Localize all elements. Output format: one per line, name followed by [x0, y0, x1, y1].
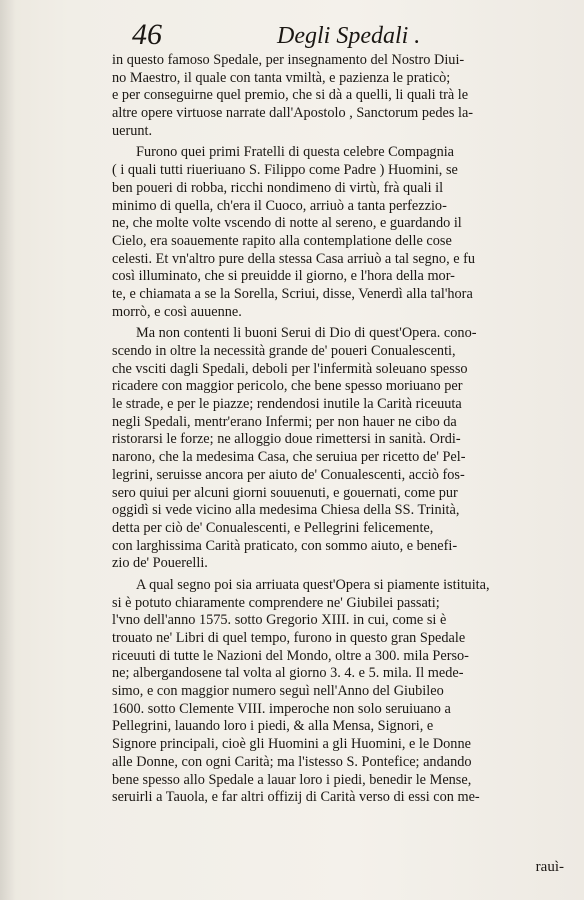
text-line: minimo di quella, ch'era il Cuoco, arriuò a tanta perfezzio- — [112, 197, 447, 214]
text-line: Cielo, era soauemente rapito alla contemplatione delle cose — [112, 232, 452, 249]
text-line: simo, e con maggior numero seguì nell'Anno del Giubileo — [112, 683, 444, 700]
text-line: che vsciti dagli Spedali, deboli per l'infermità soleuano spesso — [112, 360, 468, 377]
text-line: e per conseguirne quel premio, che si dà a quelli, li quali trà le — [112, 87, 469, 104]
body-text — [112, 52, 574, 807]
text-line: l'vno dell'anno 1575. sotto Gregorio XIII. in cui, come si è — [112, 612, 447, 629]
text-line: riceuuti di tutte le Nazioni del Mondo, oltre a 300. mila Perso- — [112, 647, 469, 664]
text-line: ristorarsi le forze; ne alloggio doue rimettersi in sanità. Ordi- — [112, 431, 461, 448]
text-line: le strade, e per le piazze; rendendosi inutile la Carità riceuuta — [112, 396, 462, 413]
text-line: altre opere virtuose narrate dall'Apostolo , Sanctorum pedes la- — [112, 105, 474, 122]
catchword: rauì- — [535, 859, 564, 875]
text-line: ben poueri di robba, ricchi nondimeno di virtù, frà quali il — [112, 179, 444, 196]
text-line: in questo famoso Spedale, per insegnamento del Nostro Diui- — [112, 52, 465, 68]
text-line: ricadere con maggior pericolo, che bene spesso moriuano per — [112, 378, 463, 395]
text-line: ( i quali tutti riueriuano S. Filippo come Padre ) Huomini, se — [112, 162, 458, 179]
text-line: sero quiui per alcuni giorni souuenuti, e gouernati, come pur — [112, 484, 458, 501]
text-line: Ma non contenti li buoni Serui di Dio di quest'Opera. cono- — [136, 325, 477, 342]
text-line: Pellegrini, lauando loro i piedi, & alla Mensa, Signori, e — [112, 718, 434, 735]
text-line: no Maestro, il quale con tanta vmiltà, e pazienza le praticò; — [112, 69, 451, 86]
text-line: 1600. sotto Clemente VIII. imperoche non solo seruiuano a — [112, 700, 451, 717]
text-line: così illuminato, che si preuidde il giorno, e l'hora della mor- — [112, 268, 455, 285]
page-header — [132, 18, 552, 56]
text-line: alle Donne, con ogni Carità; ma l'istesso S. Pontefice; andando — [112, 753, 472, 770]
text-line: con larghissima Carità praticato, con sommo aiuto, e benefi- — [112, 537, 458, 554]
text-line: trouato ne' Libri di quel tempo, furono in questo gran Spedale — [112, 630, 466, 646]
text-line: detta per ciò de' Conualescenti, e Pellegrini felicemente, — [112, 519, 434, 536]
text-line: si è potuto chiaramente comprendere ne' Giubilei passati; — [112, 594, 440, 611]
page-gutter-shadow — [0, 0, 16, 900]
text-line: legrini, seruisse ancora per aiuto de' Conualescenti, acciò fos- — [112, 466, 465, 483]
text-line: morrò, e così auuenne. — [112, 303, 242, 320]
text-line: ne, che molte volte vscendo di notte al sereno, e guardando il — [112, 215, 462, 232]
text-line: celesti. Et vn'altro pure della stessa Casa arriuò a tal segno, e fu — [112, 250, 476, 267]
text-line: narono, che la medesima Casa, che seruiua per ricetto de' Pel- — [112, 449, 466, 466]
text-line: ne; albergandosene tal volta al giorno 3. 4. e 5. mila. Il mede- — [112, 665, 464, 682]
text-line: A qual segno poi sia arriuata quest'Opera si piamente istituita, — [136, 576, 490, 593]
text-line: zio de' Pouerelli. — [112, 555, 208, 572]
running-head: Degli Spedali . — [277, 23, 421, 49]
text-line: te, e chiamata a se la Sorella, Scriui, disse, Venerdì alla tal'hora — [112, 285, 473, 302]
text-line: oggidì si vede vicino alla medesima Chiesa della SS. Trinità, — [112, 502, 460, 519]
text-line: uerunt. — [112, 122, 153, 139]
text-line: seruirli a Tauola, e far altri offizij di Carità verso di essi con me- — [112, 789, 480, 806]
text-line: scendo in oltre la necessità grande de' poueri Conualescenti, — [112, 343, 456, 359]
page-number: 46 — [132, 18, 162, 51]
text-line: negli Spedali, mentr'erano Infermi; per non hauer ne cibo da — [112, 413, 457, 430]
text-line: bene spesso allo Spedale a lauar loro i piedi, benedir le Mense, — [112, 771, 472, 788]
text-line: Signore principali, cioè gli Huomini a gli Huomini, e le Donne — [112, 736, 471, 753]
text-line: Furono quei primi Fratelli di questa celebre Compagnia — [136, 144, 455, 161]
